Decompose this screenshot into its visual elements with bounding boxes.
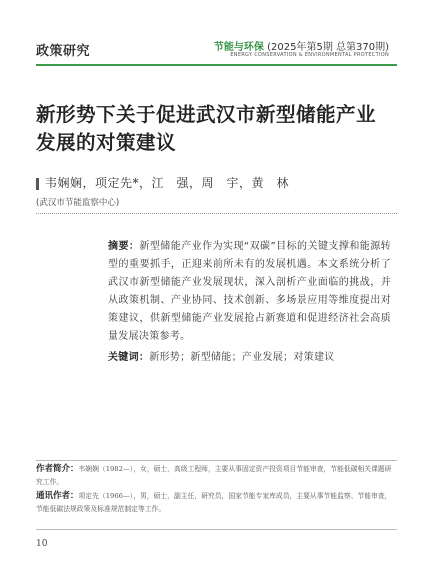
corresponding-label: 通讯作者：	[36, 491, 79, 501]
keywords-label: 关键词：	[108, 352, 150, 363]
section-label: 政策研究	[36, 44, 91, 59]
title-line-1: 新形势下关于促进武汉市新型储能产业	[36, 103, 377, 126]
author-intro-label: 作者简介：	[36, 464, 79, 474]
journal-issue: (2025年第5期 总第370期)	[267, 42, 389, 53]
keywords	[108, 348, 335, 363]
title-line-2: 发展的对策建议	[36, 131, 177, 154]
author-list: 韦娴娴，项定先*，江 强，周 宇，黄 林	[45, 176, 290, 190]
keywords-text: 新形势；新型储能；产业发展；对策建议	[149, 352, 335, 363]
corresponding-text: 项定先（1966—），男，硕士，副主任，研究员，国家节能专家库成员，主要从事节能监察、节能审查，节能低碳法规政策及标准规范制定等工作。	[36, 492, 392, 513]
authors-marker	[36, 178, 39, 190]
abstract	[108, 238, 391, 346]
corresponding-author-note	[36, 490, 398, 516]
abstract-text: 新型储能产业作为实现“双碳”目标的关键支撑和能源转型的重要抓手，正迎来前所未有的发展机遇。本文系统分析了武汉市新型储能产业发展现状，深入剖析产业面临的挑战，并从政策机制、产业协同、技术创新、多场景应用等维度提出对策建议，供新型储能产业发展抢占新赛道和促进经济社会高质量发展决策参考。	[108, 241, 391, 342]
journal-header	[214, 38, 389, 53]
author-intro-text: 韦娴娴（1982—），女，硕士，高级工程师，主要从事固定资产投资项目节能审查，节能低碳相关课题研究工作。	[36, 465, 392, 486]
author-intro-note	[36, 463, 398, 489]
journal-name: 节能与环保	[213, 42, 264, 53]
affiliation: (武汉市节能监察中心)	[36, 198, 120, 208]
page-number: 10	[36, 539, 48, 549]
dotted-divider	[36, 213, 397, 214]
notes-rule-bottom	[36, 529, 397, 530]
article-title	[36, 101, 406, 157]
journal-english-name: ENERGY CONSERVATION & ENVIRONMENTAL PROTECTION	[230, 52, 389, 58]
header-rule	[36, 64, 397, 66]
abstract-label: 摘要：	[108, 241, 140, 252]
notes-rule-top	[36, 460, 397, 461]
